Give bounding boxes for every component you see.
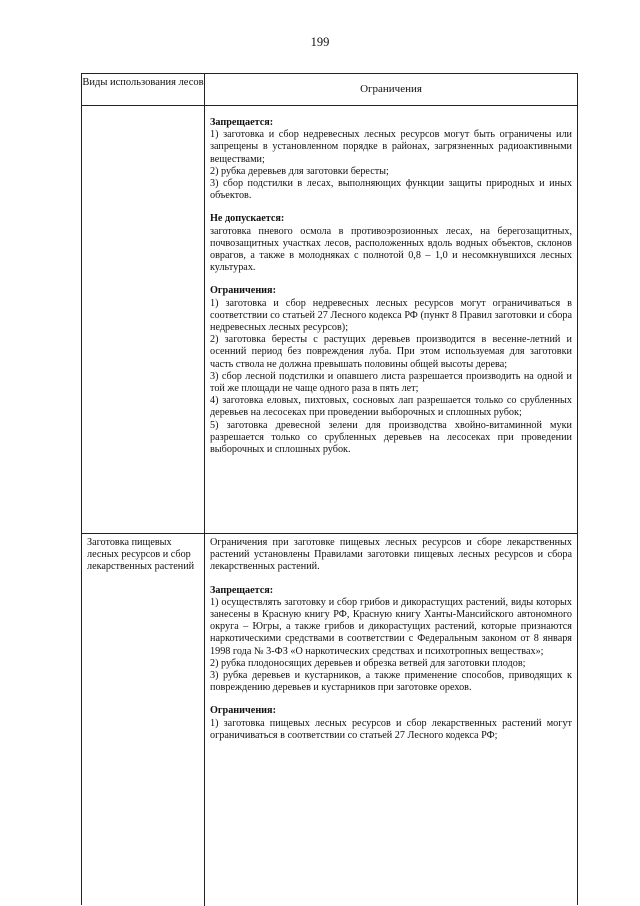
list-item: 2) заготовка бересты с растущих деревьев производится в весенне-летний и осенний период без повреждения луба. При этом используемая для заготовки часть ствола не должна превышать половины общей высоты дерева; — [210, 334, 572, 370]
prohibited-section — [210, 117, 572, 202]
not-allowed-section — [210, 213, 572, 274]
prohibited-section — [210, 585, 572, 695]
list-item: 2) рубка плодоносящих деревьев и обрезка ветвей для заготовки плодов; — [210, 657, 526, 669]
list-item: заготовка пневого осмола в противоэрозионных лесах, на берегозащитных, почвозащитных участках лесов, расположенных вдоль водных объектов, склонов оврагов, а также в молодняках с полнотой 0,8 – 1,0 и несомкнувшихся лесных культурах. — [210, 225, 572, 274]
limitations-section — [210, 705, 572, 742]
header-restrictions: Ограничения — [360, 83, 422, 95]
list-item: 3) сбор подстилки в лесах, выполняющих функции защиты природных и иных объектов. — [210, 178, 572, 202]
table-header-row — [82, 74, 577, 106]
list-item: 3) рубка деревьев и кустарников, а также применение способов, приводящих к повреждению деревьев и кустарников при заготовке орехов. — [210, 670, 572, 694]
section-heading: Ограничения: — [210, 285, 276, 297]
table-row — [82, 106, 577, 534]
section-heading: Ограничения: — [210, 705, 276, 717]
list-item: 2) рубка деревьев для заготовки бересты; — [210, 165, 389, 177]
list-item: 4) заготовка еловых, пихтовых, сосновых лап разрешается только со срубленных деревьев на лесосеках при проведении выборочных и сплошных рубок; — [210, 395, 572, 419]
list-item: 5) заготовка древесной зелени для производства хвойно-витаминной муки разрешается только со срубленных деревьев на лесосеках при проведении выборочных и сплошных рубок. — [210, 419, 572, 456]
list-item: 3) сбор лесной подстилки и опавшего листа разрешается производить на одной и той же площади не чаще одного раза в пять лет; — [210, 370, 572, 395]
section-heading: Запрещается: — [210, 584, 274, 596]
list-item: 1) заготовка пищевых лесных ресурсов и сбор лекарственных растений могут ограничиваться в соответствии со статьей 27 Лесного кодекса РФ; — [210, 717, 572, 741]
forest-use-cell — [82, 106, 205, 533]
list-item: 1) заготовка и сбор недревесных лесных ресурсов могут быть ограничены или запрещены в установленном порядке в районах, загрязненных радиоактивными веществами; — [210, 129, 572, 165]
section-heading: Не допускается: — [210, 213, 285, 225]
list-item: 1) заготовка и сбор недревесных лесных ресурсов могут ограничиваться в соответствии со статьей 27 Лесного кодекса РФ (пункт 8 Правил заготовки и сбора недревесных лесных ресурсов); — [210, 297, 572, 334]
restrictions-table — [81, 73, 578, 905]
restrictions-cell — [205, 534, 577, 906]
list-item: 1) осуществлять заготовку и сбор грибов и дикорастущих растений, виды которых занесены в Красную книгу РФ, Красную книгу Ханты-Мансийского автономного округа – Югры, а также грибов и дикорастущих растений, которые признаются наркотическими средствами в соответствии с Федеральным законом от 8 января 1998 года № 3-ФЗ «О наркотических средствах и психотропных веществах»; — [210, 596, 572, 657]
limitations-section — [210, 285, 572, 456]
restrictions-cell — [205, 106, 577, 533]
header-forest-use: Виды использования лесов — [82, 74, 205, 105]
intro-paragraph: Ограничения при заготовке пищевых лесных ресурсов и сборе лекарственных растений установлены Правилами заготовки пищевых лесных ресурсов и сбора лекарственных растений. — [210, 537, 572, 573]
section-heading: Запрещается: — [210, 117, 274, 128]
forest-use-cell: Заготовка пищевых лесных ресурсов и сбор лекарственных растений — [82, 534, 205, 906]
page-number: 199 — [310, 35, 330, 49]
table-row — [82, 534, 577, 906]
